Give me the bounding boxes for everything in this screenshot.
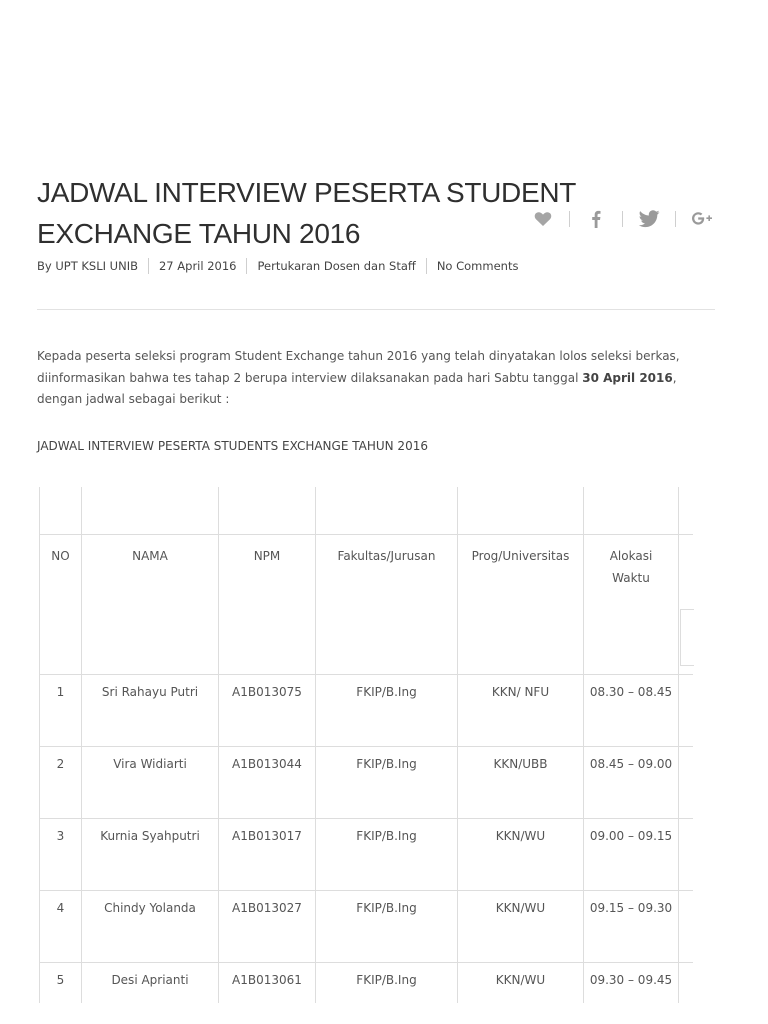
meta-divider: [246, 258, 247, 274]
header-fakultas: Fakultas/Jurusan: [316, 535, 458, 675]
cell-waktu: 09.30 – 09.45: [584, 963, 679, 1004]
table-row: [40, 891, 693, 963]
post-meta: [37, 256, 518, 276]
header-alokasi-label: Alokasi Waktu: [609, 549, 653, 585]
table-header-row: [40, 535, 693, 675]
table-cell: [679, 487, 693, 535]
post-author[interactable]: By UPT KSLI UNIB: [37, 259, 138, 273]
cell-npm: A1B013027: [219, 891, 316, 963]
header-alokasi: [584, 535, 679, 675]
facebook-icon[interactable]: [583, 208, 609, 230]
table-row: [40, 819, 693, 891]
meta-divider: [426, 258, 427, 274]
cell-waktu: 09.15 – 09.30: [584, 891, 679, 963]
header-prog: Prog/Universitas: [458, 535, 584, 675]
cell-no: 2: [40, 747, 82, 819]
cell-npm: A1B013061: [219, 963, 316, 1004]
cell-fakultas: FKIP/B.Ing: [316, 963, 458, 1004]
cell-no: 1: [40, 675, 82, 747]
table-cell: [458, 487, 584, 535]
cell-no: 3: [40, 819, 82, 891]
cell-nama: Vira Widiarti: [82, 747, 219, 819]
cell-prog: KKN/WU: [458, 963, 584, 1004]
post-date[interactable]: 27 April 2016: [158, 259, 237, 273]
table-cell: [679, 819, 693, 891]
cell-npm: A1B013075: [219, 675, 316, 747]
cell-nama: Kurnia Syahputri: [82, 819, 219, 891]
table-cell: [584, 487, 679, 535]
cell-npm: A1B013017: [219, 819, 316, 891]
cell-fakultas: FKIP/B.Ing: [316, 819, 458, 891]
table-cell: [219, 487, 316, 535]
divider-line: [37, 309, 715, 310]
table-title: JADWAL INTERVIEW PESERTA STUDENTS EXCHANGE TAHUN 2016: [37, 439, 428, 453]
intro-text-part2: , dengan jadwal sebagai berikut :: [37, 370, 677, 406]
table-cell: [679, 675, 693, 747]
twitter-icon[interactable]: [636, 208, 662, 230]
cell-fakultas: FKIP/B.Ing: [316, 675, 458, 747]
heart-icon[interactable]: [530, 208, 556, 230]
cell-nama: Desi Aprianti: [82, 963, 219, 1004]
share-divider: [622, 211, 623, 227]
table-cell: [316, 487, 458, 535]
cell-waktu: 08.45 – 09.00: [584, 747, 679, 819]
table-empty-row: [40, 487, 693, 535]
table-cell: [679, 963, 693, 1004]
table-cell: [82, 487, 219, 535]
share-divider: [569, 211, 570, 227]
cell-prog: KKN/WU: [458, 819, 584, 891]
table-cell: [679, 747, 693, 819]
cell-fakultas: FKIP/B.Ing: [316, 891, 458, 963]
intro-paragraph: [37, 346, 712, 411]
cell-npm: A1B013044: [219, 747, 316, 819]
google-plus-icon[interactable]: [689, 208, 715, 230]
cell-prog: KKN/UBB: [458, 747, 584, 819]
table-row: [40, 963, 693, 1004]
intro-text-part1: Kepada peserta seleksi program Student Exchange tahun 2016 yang telah dinyatakan lolos seleksi berkas, diinformasikan bahwa tes tahap 2 berupa interview dilaksanakan pada hari Sabtu tanggal: [37, 349, 680, 385]
cell-no: 4: [40, 891, 82, 963]
schedule-table: [39, 487, 693, 1003]
header-no: NO: [40, 535, 82, 675]
table-row: [40, 747, 693, 819]
cell-waktu: 08.30 – 08.45: [584, 675, 679, 747]
table-nested-cell: [680, 609, 694, 666]
post-title[interactable]: JADWAL INTERVIEW PESERTA STUDENT EXCHANGE TAHUN 2016: [37, 177, 576, 249]
cell-fakultas: FKIP/B.Ing: [316, 747, 458, 819]
post-comments-link[interactable]: No Comments: [436, 259, 519, 273]
intro-date-bold: 30 April 2016: [582, 370, 673, 385]
cell-prog: KKN/WU: [458, 891, 584, 963]
meta-divider: [148, 258, 149, 274]
share-bar: [530, 206, 715, 232]
table-cell: [40, 487, 82, 535]
post-category[interactable]: Pertukaran Dosen dan Staff: [257, 259, 416, 273]
table-row: [40, 675, 693, 747]
share-divider: [675, 211, 676, 227]
cell-nama: Chindy Yolanda: [82, 891, 219, 963]
cell-no: 5: [40, 963, 82, 1004]
table-cell: [679, 891, 693, 963]
header-nama: NAMA: [82, 535, 219, 675]
cell-nama: Sri Rahayu Putri: [82, 675, 219, 747]
header-npm: NPM: [219, 535, 316, 675]
cell-waktu: 09.00 – 09.15: [584, 819, 679, 891]
cell-prog: KKN/ NFU: [458, 675, 584, 747]
